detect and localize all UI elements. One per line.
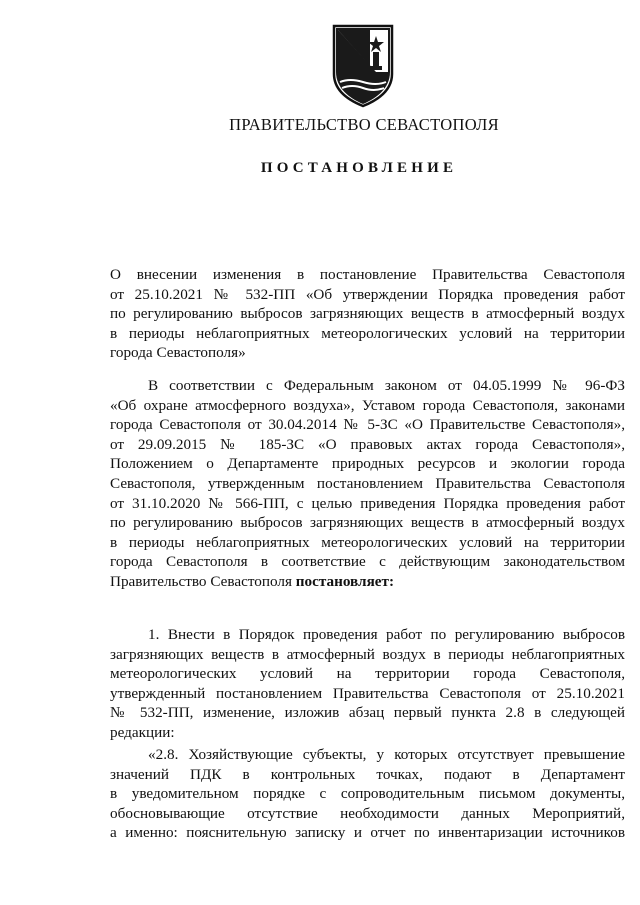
closing-text: Правительство Севастополя xyxy=(110,572,296,590)
quote-line: в уведомительном порядке с сопроводительным письмом документы, xyxy=(110,785,625,803)
subject-line: по регулированию выбросов загрязняющих веществ в атмосферный воздух xyxy=(110,305,625,323)
preamble-line: города Севастополя от 30.04.2014 № 5-ЗС «О Правительстве Севастополя», xyxy=(110,416,625,434)
item-line: 1. Внести в Порядок проведения работ по регулированию выбросов xyxy=(148,626,625,643)
document-subject xyxy=(110,265,625,363)
quoted-amendment xyxy=(110,745,625,843)
preamble-closing xyxy=(110,572,625,592)
quote-line: значений ПДК в контрольных точках, подают в Департамент xyxy=(110,765,625,783)
preamble-line: Положением о Департаменте природных ресурсов и экологии города xyxy=(110,455,625,473)
quote-line: обосновывающие отсутствие необходимости данных Мероприятий, xyxy=(110,804,625,822)
document-type: ПОСТАНОВЛЕНИЕ xyxy=(260,160,458,176)
item-line: редакции: xyxy=(110,723,175,741)
subject-line: города Севастополя» xyxy=(110,344,246,362)
preamble-line: в периоды неблагоприятных метеорологических условий на территории xyxy=(110,533,625,551)
preamble-paragraph xyxy=(110,376,625,592)
preamble-line: по регулированию выбросов загрязняющих веществ в атмосферный воздух xyxy=(110,514,625,532)
subject-line: от 25.10.2021 № 532-ПП «Об утверждении Порядка проведения работ xyxy=(110,285,625,303)
preamble-line: от 29.09.2015 № 185-ЗС «О правовых актах города Севастополя», xyxy=(110,435,625,453)
preamble-line: «Об охране атмосферного воздуха», Уставом города Севастополя, законами xyxy=(110,396,625,414)
preamble-line: от 31.10.2020 № 566-ПП, с целью приведения Порядка проведения работ xyxy=(110,494,625,512)
item-line: утвержденный постановлением Правительства Севастополя от 25.10.2021 xyxy=(110,684,625,702)
preamble-line: Севастополя, утвержденным постановлением Правительства Севастополя xyxy=(110,474,625,492)
preamble-line: города Севастополя в соответствие с действующим законодательством xyxy=(110,553,625,571)
subject-line: в периоды неблагоприятных метеорологических условий на территории xyxy=(110,324,625,342)
item-line: № 532-ПП, изменение, изложив абзац первый пункта 2.8 в следующей xyxy=(110,704,625,722)
government-title: ПРАВИТЕЛЬСТВО СЕВАСТОПОЛЯ xyxy=(229,115,499,134)
item-1-paragraph xyxy=(110,625,625,743)
item-line: загрязняющих веществ в атмосферный воздух в периоды неблагоприятных xyxy=(110,645,625,663)
subject-line: О внесении изменения в постановление Правительства Севастополя xyxy=(110,266,625,283)
quote-line: «2.8. Хозяйствующие субъекты, у которых отсутствует превышение xyxy=(148,746,625,763)
item-line: метеорологических условий на территории города Севастополя, xyxy=(110,665,625,683)
quote-line: а именно: пояснительную записку и отчет по инвентаризации источников xyxy=(110,824,625,842)
coat-of-arms-icon xyxy=(330,22,396,108)
resolves-keyword: постановляет: xyxy=(295,572,395,590)
preamble-line: В соответствии с Федеральным законом от 04.05.1999 № 96-ФЗ xyxy=(148,377,625,394)
